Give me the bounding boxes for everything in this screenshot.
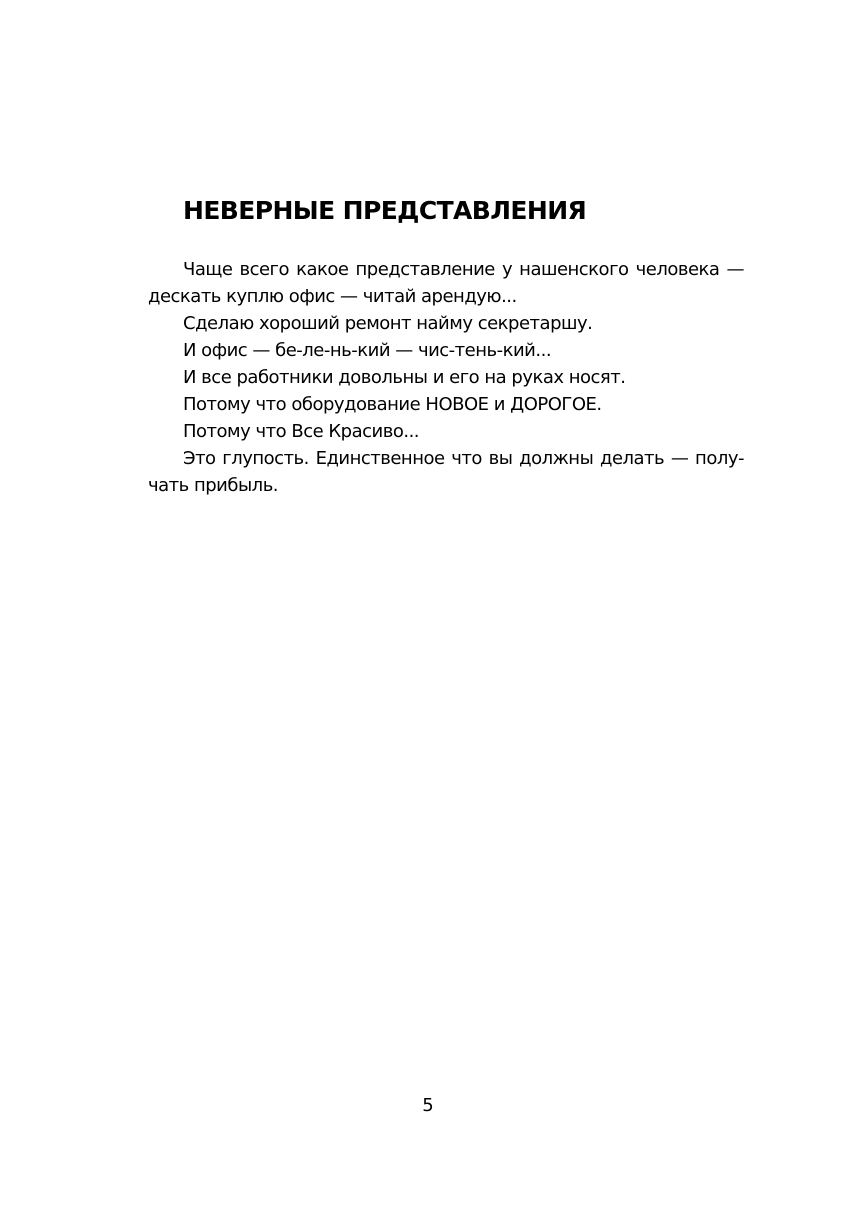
page-number: 5: [422, 1095, 434, 1116]
chapter-heading: НЕВЕРНЫЕ ПРЕДСТАВЛЕНИЯ: [183, 196, 587, 225]
paragraph-line: дескать куплю офис — читай арендую...: [148, 286, 517, 307]
paragraph-line: чать прибыль.: [148, 475, 279, 496]
paragraph: [148, 445, 744, 499]
paragraph: Потому что Все Красиво...: [183, 421, 420, 442]
paragraph-line: Чаще всего какое представление у нашенского человека —: [183, 259, 744, 280]
paragraph: [148, 256, 744, 310]
paragraph: Потому что оборудование НОВОЕ и ДОРОГОЕ.: [183, 394, 602, 415]
paragraph: Сделаю хороший ремонт найму секретаршу.: [183, 313, 593, 334]
body-text: [148, 256, 744, 499]
paragraph: И офис — бе-ле-нь-кий — чис-тень-кий...: [183, 340, 552, 361]
paragraph: И все работники довольны и его на руках носят.: [183, 367, 626, 388]
paragraph-line: Это глупость. Единственное что вы должны делать — полу-: [183, 448, 744, 469]
